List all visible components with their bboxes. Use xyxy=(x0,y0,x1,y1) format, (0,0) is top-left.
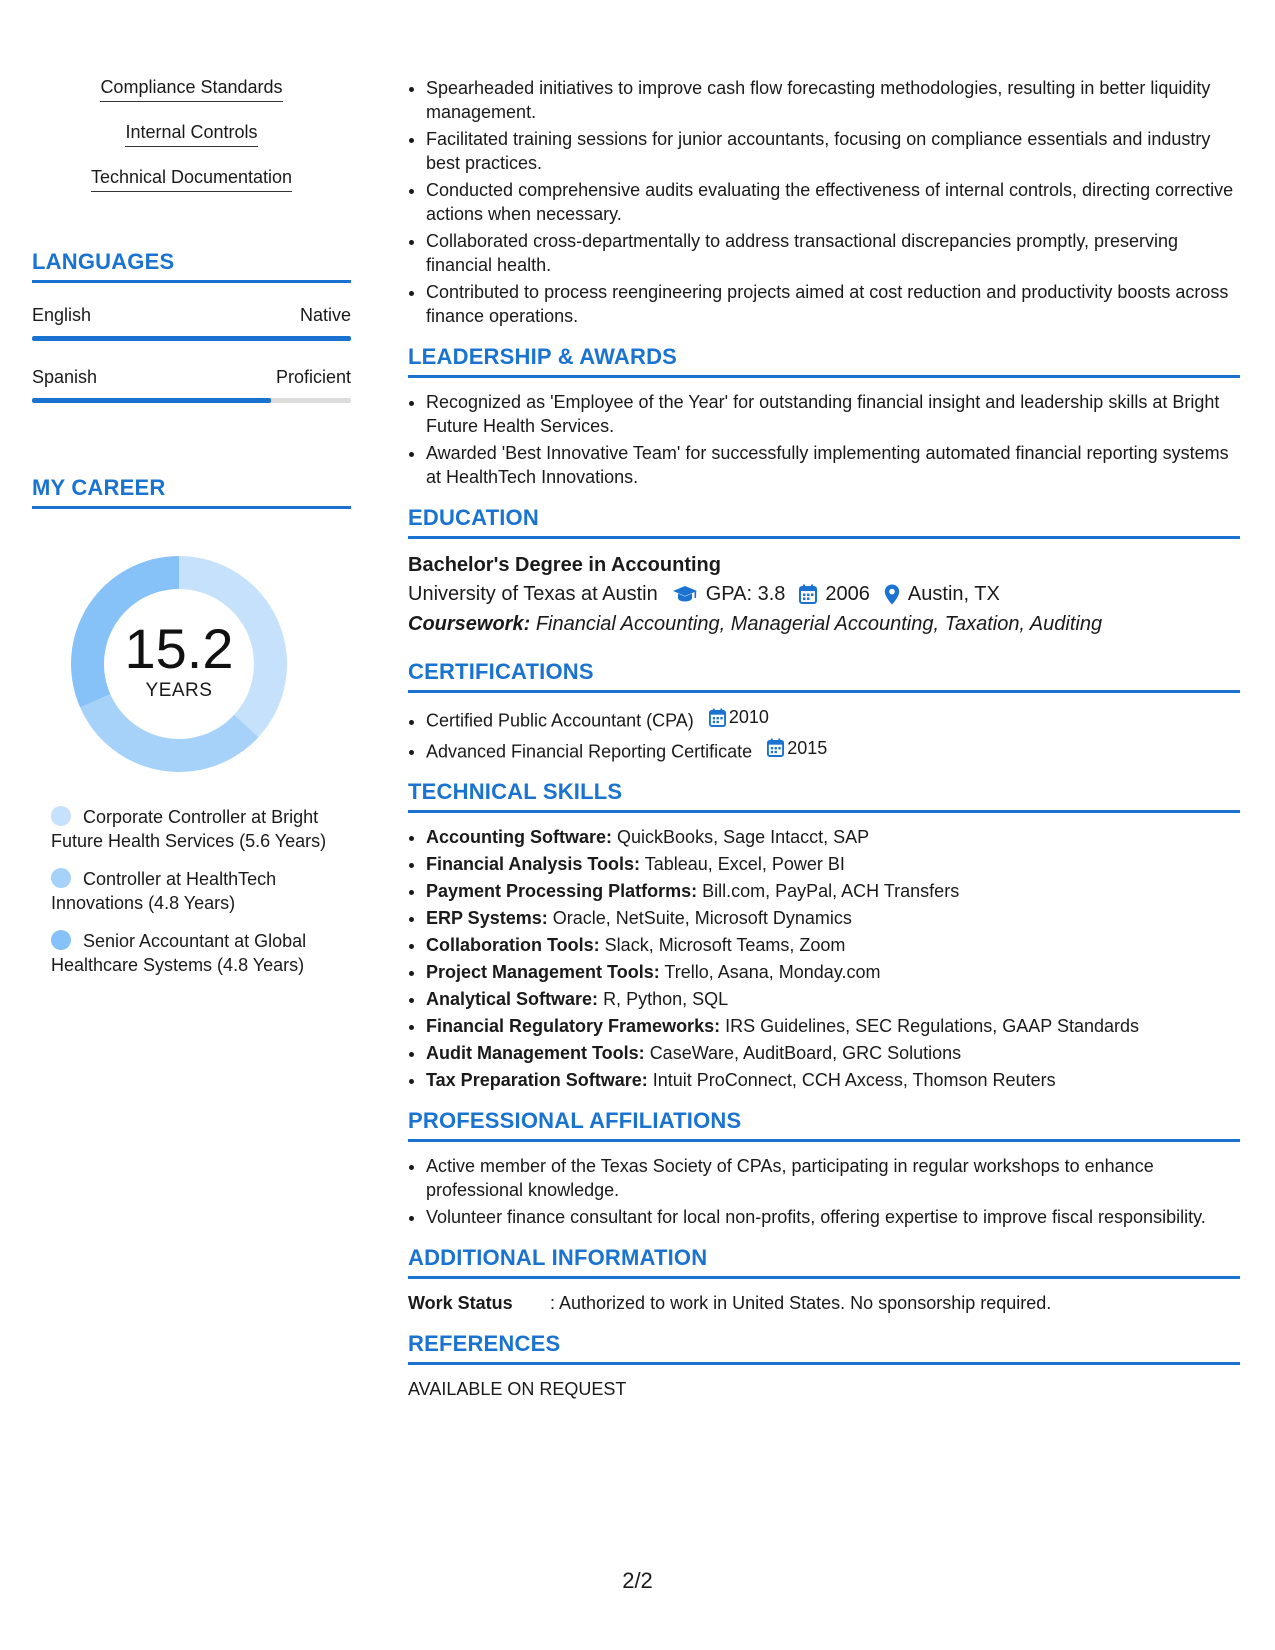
skill-category: Tax Preparation Software: xyxy=(426,1070,648,1090)
technical-skills-title: TECHNICAL SKILLS xyxy=(408,777,1240,813)
calendar-icon xyxy=(709,708,726,727)
skill-category: ERP Systems: xyxy=(426,908,548,928)
legend-dot xyxy=(51,930,71,950)
technical-skill-item xyxy=(426,906,1240,930)
career-donut xyxy=(64,549,294,779)
skill-category: Project Management Tools: xyxy=(426,962,660,982)
career-legend-item xyxy=(51,867,351,915)
certifications-list xyxy=(408,705,1240,763)
technical-skill-item xyxy=(426,1041,1240,1065)
skill-category: Accounting Software: xyxy=(426,827,613,847)
references-text: AVAILABLE ON REQUEST xyxy=(408,1379,627,1399)
skill-values: IRS Guidelines, SEC Regulations, GAAP Standards xyxy=(725,1016,1139,1036)
technical-skill-item xyxy=(426,933,1240,957)
sidebar xyxy=(32,76,351,991)
career-total-years: 15.2 xyxy=(124,617,234,680)
language-bar-fill xyxy=(32,336,351,341)
legend-dot xyxy=(51,806,71,826)
career-legend-item xyxy=(51,805,351,853)
experience-bullet: • Facilitated training sessions for junior accountants, focusing on compliance essentials and industry best practices. xyxy=(426,127,1240,175)
skill-tags xyxy=(32,76,351,211)
skill-category: Analytical Software: xyxy=(426,989,599,1009)
language-level: Proficient xyxy=(275,367,351,387)
calendar-icon xyxy=(767,738,784,757)
education-entry xyxy=(408,551,1240,639)
career-legend-label: Senior Accountant at Global Healthcare Systems (4.8 Years) xyxy=(51,931,307,975)
affiliations-title: PROFESSIONAL AFFILIATIONS xyxy=(408,1106,1240,1142)
skill-values: CaseWare, AuditBoard, GRC Solutions xyxy=(649,1043,962,1063)
career-legend-item xyxy=(51,929,351,977)
experience-bullets xyxy=(408,76,1240,328)
additional-info-title: ADDITIONAL INFORMATION xyxy=(408,1243,1240,1279)
experience-bullet: • Spearheaded initiatives to improve cash flow forecasting methodologies, resulting in better liquidity management. xyxy=(426,76,1240,124)
language-name: English xyxy=(32,305,92,325)
technical-skills-list xyxy=(408,825,1240,1092)
technical-skill-item xyxy=(426,852,1240,876)
skill-tag: Compliance Standards xyxy=(100,76,282,102)
skill-values: Bill.com, PayPal, ACH Transfers xyxy=(702,881,960,901)
skill-values: Trello, Asana, Monday.com xyxy=(664,962,881,982)
skill-category: Audit Management Tools: xyxy=(426,1043,645,1063)
skill-values: Oracle, NetSuite, Microsoft Dynamics xyxy=(552,908,852,928)
leadership-item: • Recognized as 'Employee of the Year' for outstanding financial insight and leadership skills at Bright Future Health Services. xyxy=(426,390,1240,438)
skill-tag: Internal Controls xyxy=(125,121,257,147)
career-title: MY CAREER xyxy=(32,473,351,509)
language-level: Native xyxy=(299,305,351,325)
certification-year: 2015 xyxy=(787,737,828,758)
skill-values: Slack, Microsoft Teams, Zoom xyxy=(604,935,846,955)
graduation-cap-icon xyxy=(672,585,698,603)
experience-bullet: • Collaborated cross-departmentally to address transactional discrepancies promptly, preserving financial health. xyxy=(426,229,1240,277)
language-bar xyxy=(32,398,351,403)
education-title: EDUCATION xyxy=(408,503,1240,539)
leadership-item: • Awarded 'Best Innovative Team' for successfully implementing automated financial reporting systems at HealthTech Innovations. xyxy=(426,441,1240,489)
work-status-row xyxy=(408,1291,1240,1315)
education-school: University of Texas at Austin xyxy=(408,583,658,605)
career-legend xyxy=(51,805,351,977)
education-coursework xyxy=(408,609,1240,639)
career-legend-label: Controller at HealthTech Innovations (4.8 Years) xyxy=(51,869,277,913)
leadership-title: LEADERSHIP & AWARDS xyxy=(408,342,1240,378)
skill-values: R, Python, SQL xyxy=(603,989,729,1009)
language-item xyxy=(32,367,351,403)
references-title: REFERENCES xyxy=(408,1329,1240,1365)
languages-title: LANGUAGES xyxy=(32,247,351,283)
certification-year: 2010 xyxy=(728,707,769,727)
certification-item xyxy=(426,705,1240,733)
legend-dot xyxy=(51,868,71,888)
skill-values: Tableau, Excel, Power BI xyxy=(644,854,845,874)
page-number: 2/2 xyxy=(622,1568,653,1593)
experience-bullet: • Conducted comprehensive audits evaluating the effectiveness of internal controls, directing corrective actions when necessary. xyxy=(426,178,1240,226)
education-year: 2006 xyxy=(825,583,870,605)
certification-item xyxy=(426,736,1240,764)
skill-category: Financial Regulatory Frameworks: xyxy=(426,1016,721,1036)
affiliations-list xyxy=(408,1154,1240,1229)
work-status-label: Work Status xyxy=(408,1293,513,1313)
skill-values: QuickBooks, Sage Intacct, SAP xyxy=(617,827,870,847)
technical-skill-item xyxy=(426,825,1240,849)
skill-category: Payment Processing Platforms: xyxy=(426,881,698,901)
technical-skill-item xyxy=(426,1068,1240,1092)
technical-skill-item xyxy=(426,960,1240,984)
education-degree: Bachelor's Degree in Accounting xyxy=(408,554,721,576)
affiliation-item: • Active member of the Texas Society of CPAs, participating in regular workshops to enhance professional knowledge. xyxy=(426,1154,1240,1202)
certification-name: Advanced Financial Reporting Certificate xyxy=(426,741,753,761)
certifications-title: CERTIFICATIONS xyxy=(408,657,1240,693)
coursework-label: Coursework: xyxy=(408,613,531,635)
language-name: Spanish xyxy=(32,367,98,387)
skill-category: Financial Analysis Tools: xyxy=(426,854,641,874)
technical-skill-item xyxy=(426,1014,1240,1038)
skill-category: Collaboration Tools: xyxy=(426,935,600,955)
affiliation-item: • Volunteer finance consultant for local non-profits, offering expertise to improve fiscal responsibility. xyxy=(426,1205,1240,1229)
work-status-value: : Authorized to work in United States. No sponsorship required. xyxy=(550,1293,1052,1313)
technical-skill-item xyxy=(426,879,1240,903)
calendar-icon xyxy=(799,584,817,604)
career-legend-label: Corporate Controller at Bright Future Health Services (5.6 Years) xyxy=(51,807,327,851)
skill-tag: Technical Documentation xyxy=(91,166,292,192)
education-location: Austin, TX xyxy=(907,583,1000,605)
main-content xyxy=(408,76,1240,1401)
language-bar-fill xyxy=(32,398,271,403)
experience-bullet: • Contributed to process reengineering projects aimed at cost reduction and productivity boosts across finance operations. xyxy=(426,280,1240,328)
language-bar xyxy=(32,336,351,341)
coursework-list: Financial Accounting, Managerial Accounting, Taxation, Auditing xyxy=(535,613,1103,635)
education-gpa: GPA: 3.8 xyxy=(705,583,786,605)
technical-skill-item xyxy=(426,987,1240,1011)
career-years-unit: YEARS xyxy=(145,680,213,701)
location-pin-icon xyxy=(884,584,900,605)
leadership-list xyxy=(408,390,1240,489)
language-item xyxy=(32,305,351,341)
certification-name: Certified Public Accountant (CPA) xyxy=(426,710,694,731)
skill-values: Intuit ProConnect, CCH Axcess, Thomson Reuters xyxy=(652,1070,1056,1090)
